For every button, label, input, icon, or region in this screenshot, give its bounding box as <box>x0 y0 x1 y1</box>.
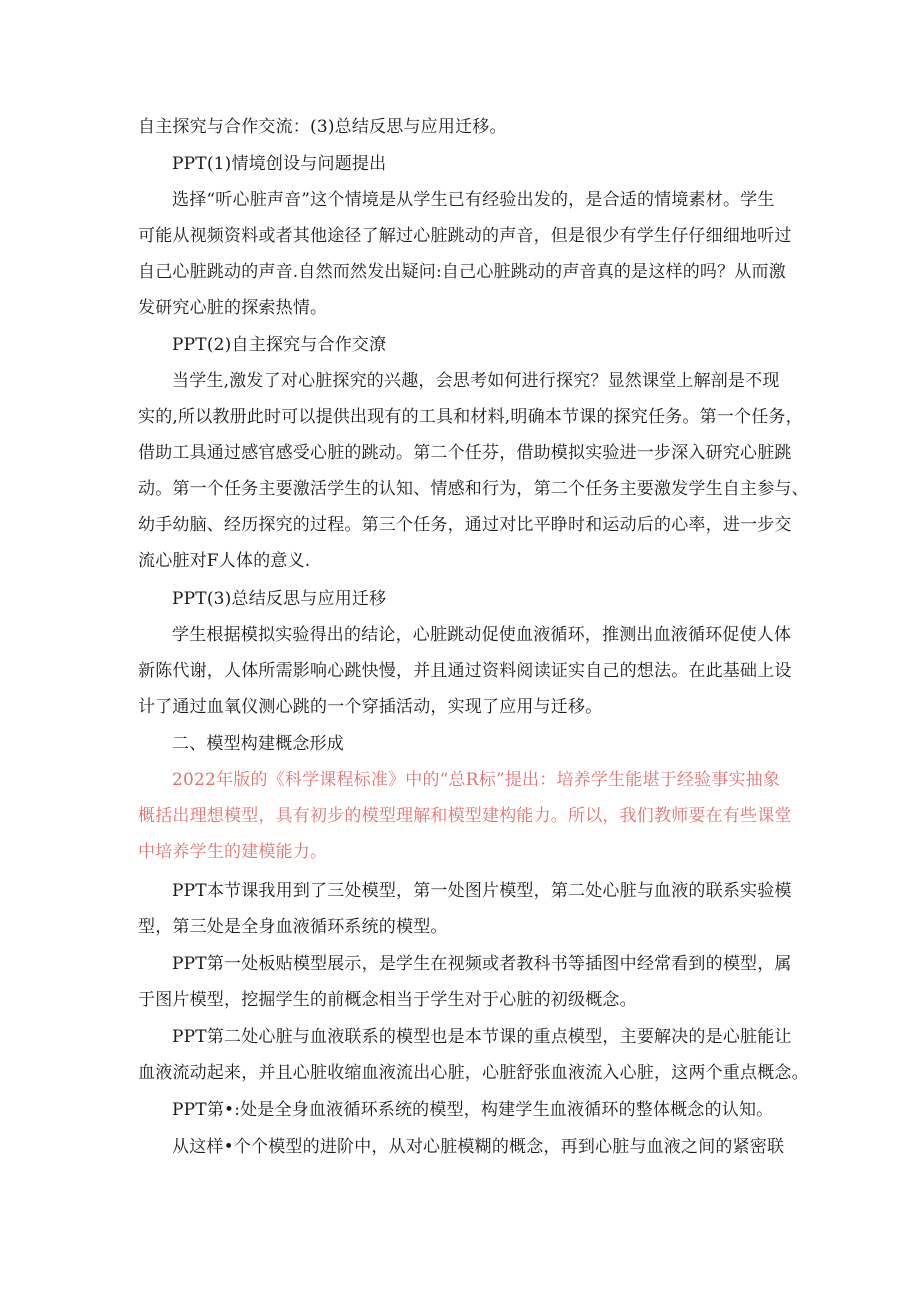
paragraph-line: PPT第•:处是全身血液循环系统的模型，构建学生血液循环的整体概念的认知。 <box>172 1100 774 1120</box>
paragraph-line: 流心脏对F人体的意义. <box>138 551 311 571</box>
section-heading: 二、模型构建概念形成 <box>172 734 344 754</box>
paragraph-line: 学生根据模拟实验得出的结论，心脏跳动促使血液循环，推测出血液循环促使人体 <box>172 625 792 645</box>
paragraph-line: 自主探究与合作交流：(3)总结反思与应用迁移。 <box>138 117 507 137</box>
paragraph-line: 血液流动起来，并且心脏收缩血液流出心脏，心脏舒张血液流入心脏，这两个重点概念。 <box>138 1063 809 1083</box>
section-heading: PPT(1)情境创设与问题提出 <box>172 154 387 174</box>
paragraph-line: 于图片模型，挖掘学生的前概念相当于学生对于心脏的初级概念。 <box>138 990 637 1010</box>
paragraph-line: PPT第一处板贴模型展示，是学生在视频或者教科书等插图中经常看到的模型，属 <box>172 954 792 974</box>
paragraph-line: 幼手幼脑、经历探究的过程。第三个任务，通过对比平睁时和运动后的心率，进一步交 <box>138 515 792 535</box>
highlighted-line: 概括出理想模型，具有初步的模型理解和模型建构能力。所以，我们教师要在有些课堂 <box>138 806 792 826</box>
paragraph-line: 型，第三处是全身血液循环系统的模型。 <box>138 917 448 937</box>
paragraph-line: PPT本节课我用到了三处模型，第一处图片模型，第二处心脏与血液的联系实验模 <box>172 881 792 901</box>
paragraph-line: 实的,所以教册此时可以提供出现有的工具和材料,明确本节课的探究任务。第一个任务， <box>138 407 803 427</box>
highlighted-line: 中培养学生的建模能力。 <box>138 842 328 862</box>
paragraph-line: 计了通过血氧仪测心跳的一个穿插活动，实现了应用与迁移。 <box>138 697 603 717</box>
paragraph-line: PPT第二处心脏与血液联系的模型也是本节课的重点模型，主要解决的是心脏能让 <box>172 1027 792 1047</box>
paragraph-line: 发研究心脏的探索热情。 <box>138 298 328 318</box>
paragraph-line: 可能从视频资料或者其他途径了解过心脏跳动的声音，但是很少有学生仔仔细细地听过 <box>138 226 792 246</box>
section-heading: PPT(2)自主探究与合作交潦 <box>172 335 387 355</box>
paragraph-line: 当学生,激发了对心脏探究的兴趣，会思考如何进行探究？显然课堂上解剖是不现 <box>172 371 780 391</box>
paragraph-line: 自己心脏跳动的声音.自然而然发出疑问:自己心脏跳动的声音真的是这样的吗？从而激 <box>138 262 786 282</box>
highlighted-line: 2022年版的《科学课程标准》中的“总R标”提出：培养学生能堪于经验事实抽象 <box>172 770 781 790</box>
paragraph-line: 动。第一个任务主要激活学生的认知、情感和行为，第二个任务主要激发学生自主参与、 <box>138 479 809 499</box>
section-heading: PPT(3)总结反思与应用迁移 <box>172 589 387 609</box>
paragraph-line: 新陈代谢，人体所需影响心跳快慢，并且通过资料阅读证实自己的想法。在此基础上设 <box>138 661 792 681</box>
paragraph-line: 从这样•个个模型的进阶中，从对心脏模糊的概念，再到心脏与血液之间的紧密联 <box>172 1137 785 1157</box>
paragraph-line: 借助工具通过感官感受心脏的跳动。第二个任芬，借助模拟实验进一步深入研究心脏跳 <box>138 443 792 463</box>
paragraph-line: 选择“听心脏声音”这个情境是从学生已有经验出发的，是合适的情境素材。学生 <box>172 190 775 210</box>
